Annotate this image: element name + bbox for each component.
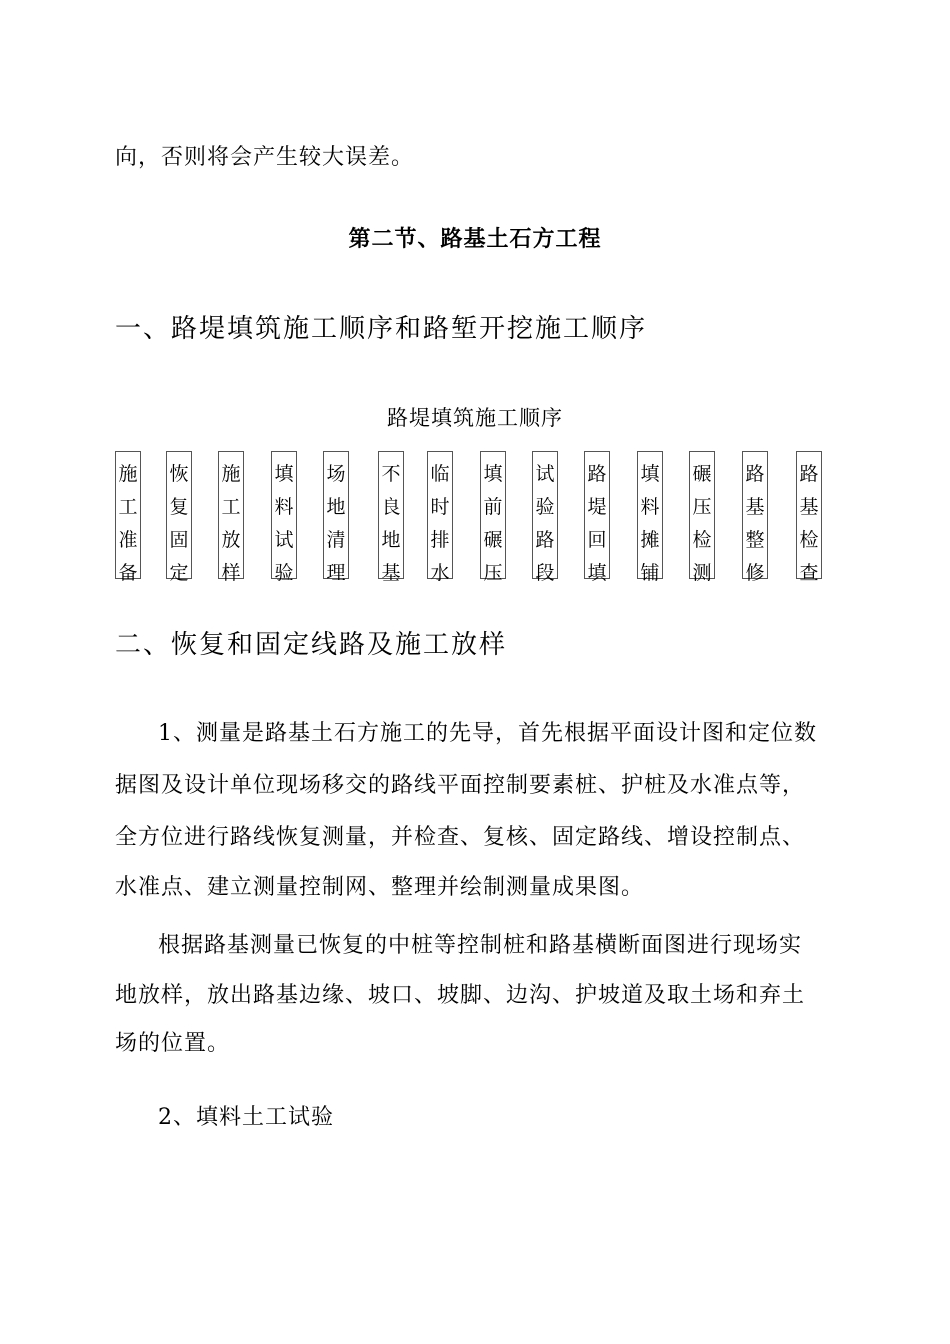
item-2: 2、填料土工试验 <box>158 1105 334 1130</box>
para1-line-3: 全方位进行路线恢复测量，并检查、复核、固定路线、增设控制点、 <box>115 825 806 850</box>
flow-step-box: 填 前 碾 压 <box>480 451 506 579</box>
para1-line-1: 1、测量是路基土石方施工的先导，首先根据平面设计图和定位数 <box>158 721 817 746</box>
flow-step-box: 场 地 清 理 <box>323 451 349 579</box>
flow-step-box: 试 验 路 段 <box>532 451 558 579</box>
flow-step-box: 路 堤 回 填 <box>584 451 610 579</box>
flow-step-box: 碾 压 检 测 <box>689 451 715 579</box>
para2-line-1: 根据路基测量已恢复的中桩等控制桩和路基横断面图进行现场实 <box>158 933 803 958</box>
construction-flow <box>115 451 831 584</box>
intro-line: 向，否则将会产生较大误差。 <box>115 145 415 170</box>
flow-step-box: 施 工 放 样 <box>218 451 244 579</box>
flow-step-box: 临 时 排 水 <box>427 451 453 579</box>
para1-line-2: 据图及设计单位现场移交的路线平面控制要素桩、护桩及水准点等， <box>115 773 806 798</box>
flow-title: 路堤填筑施工顺序 <box>387 406 563 430</box>
heading-1: 一、路堤填筑施工顺序和路堑开挖施工顺序 <box>115 314 648 344</box>
para1-line-4: 水准点、建立测量控制网、整理并绘制测量成果图。 <box>115 875 645 900</box>
flow-step-box: 路 基 整 修 <box>742 451 768 579</box>
para2-line-3: 场的位置。 <box>115 1031 231 1056</box>
flow-step-box: 恢 复 固 定 <box>166 451 192 579</box>
flow-step-box: 填 料 试 验 <box>271 451 297 579</box>
flow-step-box: 施 工 准 备 <box>115 451 141 579</box>
para2-line-2: 地放样，放出路基边缘、坡口、坡脚、边沟、护坡道及取土场和弃土 <box>115 983 806 1008</box>
section-title: 第二节、路基土石方工程 <box>348 226 602 252</box>
flow-step-box: 填 料 摊 铺 <box>637 451 663 579</box>
flow-step-box: 不 良 地 基 <box>378 451 404 579</box>
heading-2: 二、恢复和固定线路及施工放样 <box>115 630 508 660</box>
flow-step-box: 路 基 检 查 <box>796 451 822 579</box>
